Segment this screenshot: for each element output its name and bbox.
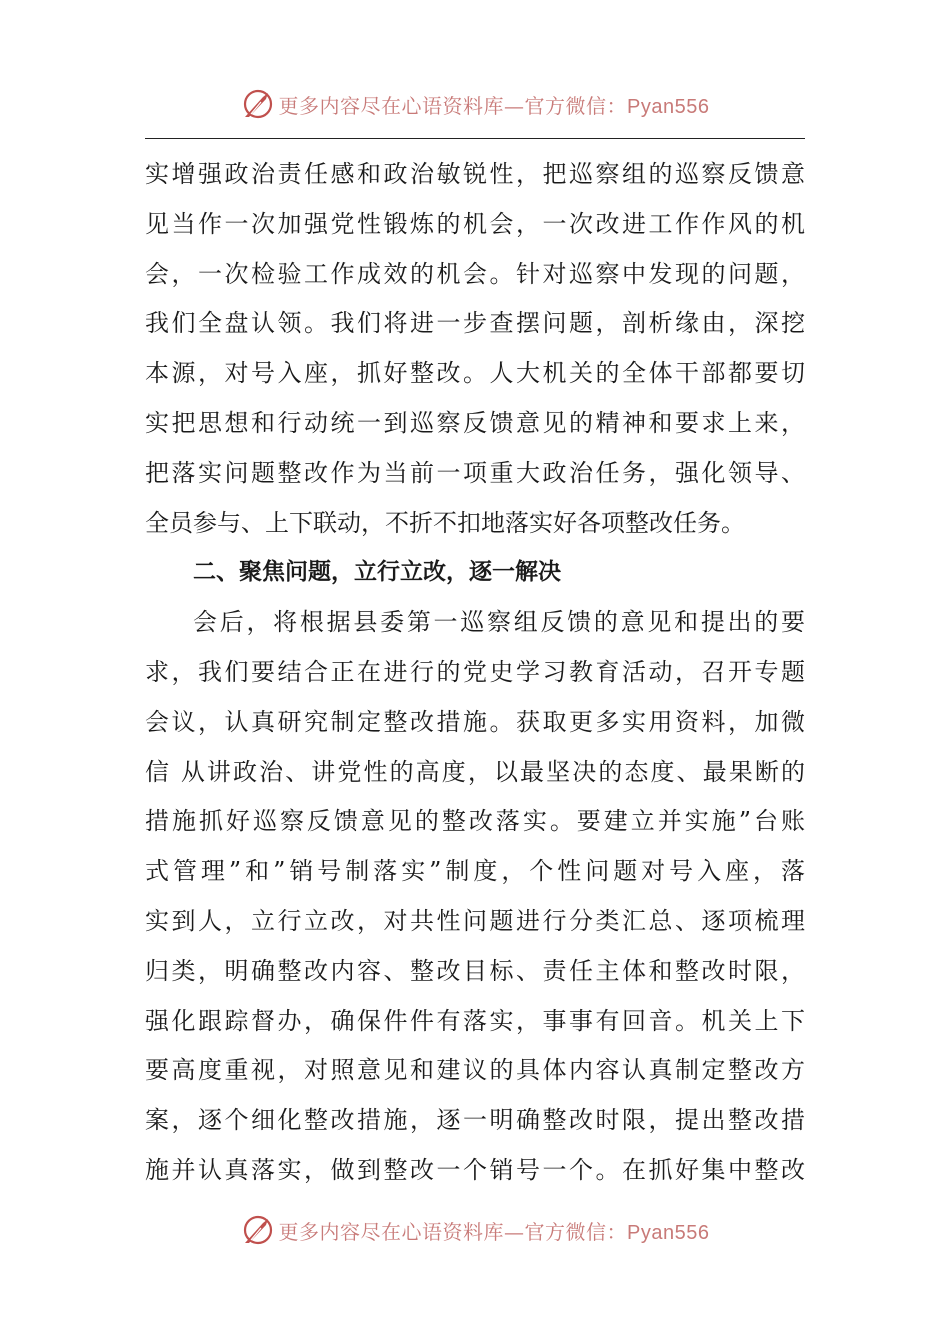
- footer-banner: [0, 1210, 950, 1250]
- paragraph-line: 式管理”和”销号制落实”制度，个性问题对号入座，落: [145, 857, 805, 886]
- paragraph-line: 信 从讲政治、讲党性的高度，以最坚决的态度、最果断的: [145, 757, 805, 786]
- paragraph-line: 案，逐个细化整改措施，逐一明确整改时限，提出整改措: [145, 1106, 805, 1135]
- paragraph-line: 我们全盘认领。我们将进一步查摆问题，剖析缘由，深挖: [145, 309, 805, 338]
- paragraph-line: 本源，对号入座，抓好整改。人大机关的全体干部都要切: [145, 359, 805, 388]
- paragraph-line: 实把思想和行动统一到巡察反馈意见的精神和要求上来，: [145, 408, 805, 437]
- paragraph-line: 求，我们要结合正在进行的党史学习教育活动，召开专题: [145, 657, 805, 686]
- header-divider: [145, 138, 805, 139]
- paragraph-line: 全员参与、上下联动，不折不扣地落实好各项整改任务。: [145, 508, 745, 537]
- pen-nib-logo-icon: [241, 87, 275, 121]
- pen-nib-logo-icon: [241, 1213, 275, 1247]
- paragraph-line: 实增强政治责任感和政治敏锐性，把巡察组的巡察反馈意: [145, 160, 805, 188]
- header-banner: [0, 84, 950, 124]
- banner-text: 更多内容尽在心语资料库—官方微信：Pyan556: [278, 1219, 710, 1244]
- paragraph-line: 归类，明确整改内容、整改目标、责任主体和整改时限，: [145, 956, 805, 985]
- banner-text: 更多内容尽在心语资料库—官方微信：Pyan556: [278, 93, 710, 118]
- paragraph-line: 施并认真落实，做到整改一个销号一个。在抓好集中整改: [145, 1155, 805, 1184]
- paragraph-line: 见当作一次加强党性锻炼的机会，一次改进工作作风的机: [145, 209, 805, 238]
- paragraph-line: 把落实问题整改作为当前一项重大政治任务，强化领导、: [145, 458, 805, 487]
- paragraph-line: 措施抓好巡察反馈意见的整改落实。要建立并实施”台账: [145, 807, 805, 836]
- paragraph-line: 实到人，立行立改，对共性问题进行分类汇总、逐项梳理: [145, 906, 805, 935]
- section-heading: 二、聚焦问题，立行立改，逐一解决: [193, 559, 561, 586]
- paragraph-line: 要高度重视，对照意见和建议的具体内容认真制定整改方: [145, 1056, 805, 1085]
- paragraph-line: 会议，认真研究制定整改措施。获取更多实用资料，加微: [145, 707, 805, 736]
- paragraph-line: 强化跟踪督办，确保件件有落实，事事有回音。机关上下: [145, 1006, 805, 1035]
- wechat-id: Pyan556: [627, 1221, 710, 1244]
- wechat-id: Pyan556: [627, 95, 710, 118]
- document-body: [145, 150, 805, 1196]
- paragraph-line: 会后，将根据县委第一巡察组反馈的意见和提出的要: [193, 608, 805, 637]
- paragraph-line: 会，一次检验工作成效的机会。针对巡察中发现的问题，: [145, 259, 805, 288]
